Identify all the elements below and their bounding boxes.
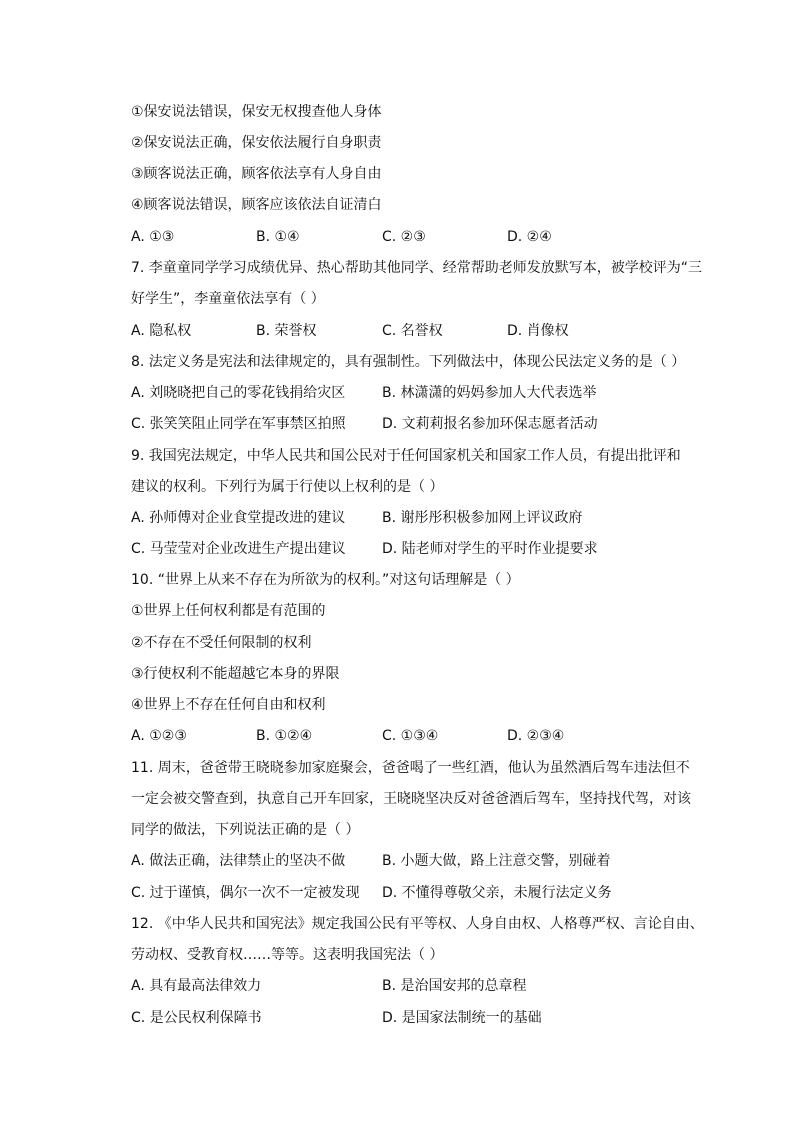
q8-stem-line-1: 8. 法定义务是宪法和法律规定的，具有强制性。下列做法中，体现公民法定义务的是（ ） <box>131 354 686 370</box>
q7-option-d: D. 肖像权 <box>507 323 569 339</box>
q12-option-a: A. 具有最高法律效力 <box>131 978 262 994</box>
option-a: A. ①③ <box>131 229 175 245</box>
q8-option-b: B. 林潇潇的妈妈参加人大代表选举 <box>382 385 597 401</box>
q11-stem-line-2: 一定会被交警查到，执意自己开车回家，王晓晓坚决反对爸爸酒后驾车，坚持找代驾，对该 <box>131 791 691 807</box>
q12-stem-line-1: 12. 《中华人民共和国宪法》规定我国公民有平等权、人身自由权、人格尊严权、言论自由、 <box>131 916 704 932</box>
q12-option-d: D. 是国家法制统一的基础 <box>382 1010 542 1026</box>
q8-option-c: C. 张笑笑阻止同学在军事禁区拍照 <box>131 416 346 432</box>
q12-stem-line-2: 劳动权、受教育权……等等。这表明我国宪法（ ） <box>131 947 444 963</box>
q11-option-d: D. 不懂得尊敬父亲，未履行法定义务 <box>382 885 612 901</box>
q7-stem-line-2: 好学生”，李童童依法享有（ ） <box>131 291 325 307</box>
statement-3: ③顾客说法正确，顾客依法享有人身自由 <box>131 166 382 182</box>
q11-option-a: A. 做法正确，法律禁止的坚决不做 <box>131 853 346 869</box>
q9-option-c: C. 马莹莹对企业改进生产提出建议 <box>131 541 346 557</box>
statement-4: ④顾客说法错误，顾客应该依法自证清白 <box>131 197 382 213</box>
q8-option-d: D. 文莉莉报名参加环保志愿者活动 <box>382 416 598 432</box>
option-d: D. ②④ <box>507 229 552 245</box>
q10-statement-2: ②不存在不受任何限制的权利 <box>131 635 312 651</box>
q10-stem-line-1: 10. “世界上从来不存在为所欲为的权利。”对这句话理解是（ ） <box>131 572 520 588</box>
q10-statement-3: ③行使权利不能超越它本身的界限 <box>131 666 340 682</box>
q10-statement-1: ①世界上任何权利都是有范围的 <box>131 603 326 619</box>
option-c: C. ②③ <box>382 229 426 245</box>
q7-option-b: B. 荣誉权 <box>256 323 317 339</box>
q12-option-c: C. 是公民权利保障书 <box>131 1010 262 1026</box>
q11-option-b: B. 小题大做，路上注意交警，别碰着 <box>382 853 611 869</box>
q10-statement-4: ④世界上不存在任何自由和权利 <box>131 697 326 713</box>
q9-option-d: D. 陆老师对学生的平时作业提要求 <box>382 541 598 557</box>
statement-2: ②保安说法正确，保安依法履行自身职责 <box>131 135 382 151</box>
q7-option-a: A. 隐私权 <box>131 323 192 339</box>
q10-option-d: D. ②③④ <box>507 728 565 744</box>
q10-option-b: B. ①②④ <box>256 728 313 744</box>
statement-1: ①保安说法错误，保安无权搜查他人身体 <box>131 104 382 120</box>
q11-stem-line-1: 11. 周末，爸爸带王晓晓参加家庭聚会，爸爸喝了一些红酒，他认为虽然酒后驾车违法但不 <box>131 760 690 776</box>
q12-option-b: B. 是治国安邦的总章程 <box>382 978 527 994</box>
q8-option-a: A. 刘晓晓把自己的零花钱捐给灾区 <box>131 385 346 401</box>
q10-option-c: C. ①③④ <box>382 728 439 744</box>
q9-stem-line-2: 建议的权利。下列行为属于行使以上权利的是（ ） <box>131 479 444 495</box>
q9-option-a: A. 孙师傅对企业食堂提改进的建议 <box>131 510 346 526</box>
q10-option-a: A. ①②③ <box>131 728 187 744</box>
q7-option-c: C. 名誉权 <box>382 323 443 339</box>
option-b: B. ①④ <box>256 229 300 245</box>
q9-stem-line-1: 9. 我国宪法规定，中华人民共和国公民对于任何国家机关和国家工作人员，有提出批评和 <box>131 448 681 464</box>
q7-stem-line-1: 7. 李童童同学学习成绩优异、热心帮助其他同学、经常帮助老师发放默写本，被学校评为“三 <box>131 260 703 276</box>
q9-option-b: B. 谢彤彤积极参加网上评议政府 <box>382 510 583 526</box>
q11-option-c: C. 过于谨慎，偶尔一次不一定被发现 <box>131 885 360 901</box>
q11-stem-line-3: 同学的做法，下列说法正确的是（ ） <box>131 822 360 838</box>
